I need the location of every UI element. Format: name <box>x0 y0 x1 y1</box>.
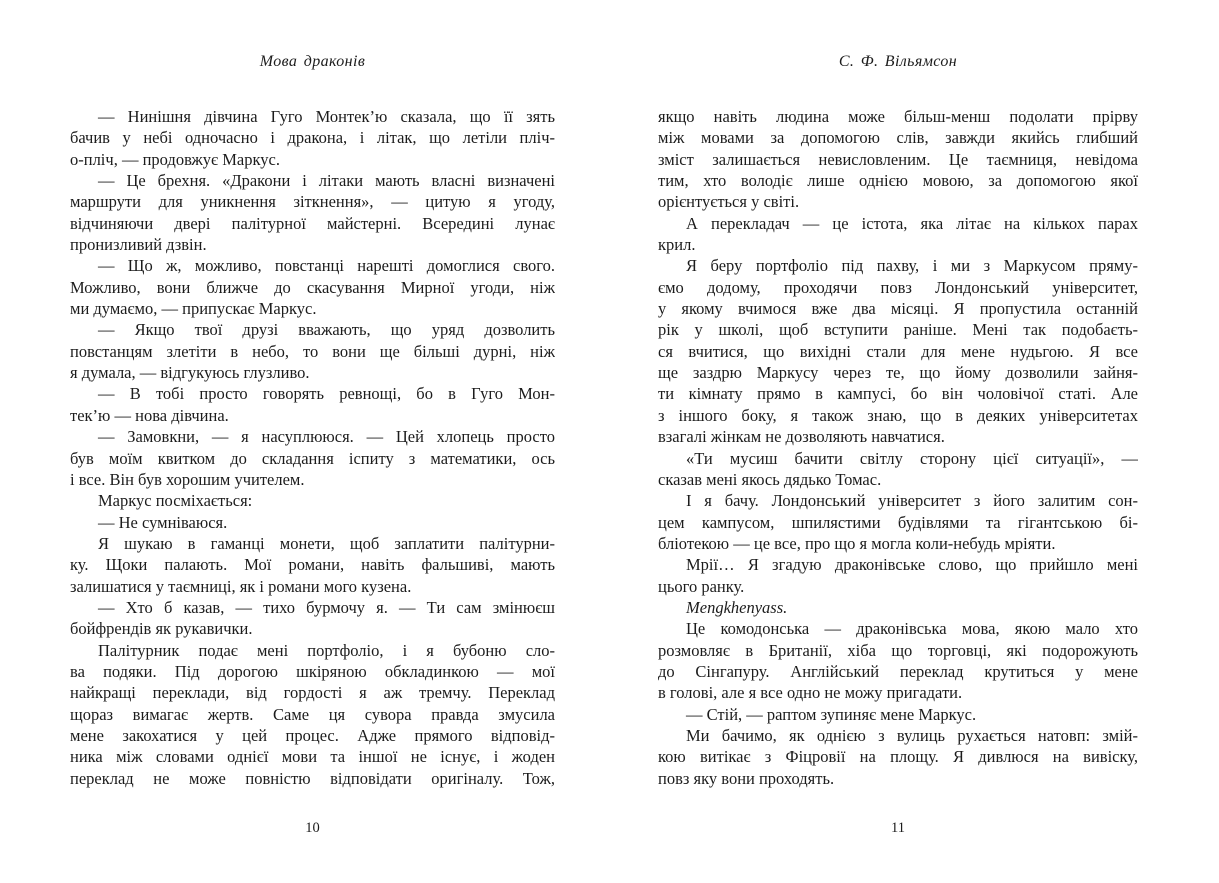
text-line: сказав мені якось дядько Томас. <box>658 469 882 489</box>
running-head-author: С. Ф. Вільямсон <box>838 53 958 70</box>
text-line: Я шукаю в гаманці монети, щоб заплатити палітурни- <box>98 533 555 553</box>
text-line: залишатися у таємниці, як і романи мого кузена. <box>70 576 412 596</box>
text-line: Мрії… Я згадую драконівське слово, що прийшло мені <box>686 555 1138 575</box>
text-line: о-пліч, — продовжує Маркус. <box>70 149 280 169</box>
text-line: тек’ю — нова дівчина. <box>70 405 229 425</box>
text-line: був моїм квитком до складання іспиту з математики, ось <box>70 448 555 468</box>
page-left <box>70 0 555 883</box>
text-line: Я беру портфоліо під пахву, і ми з Маркусом пряму- <box>686 256 1138 276</box>
text-line: мене закохатися у цей процес. Адже прямого відповід- <box>70 725 555 745</box>
text-line: відчиняючи двері палітурної майстерні. Всередині лунає <box>70 213 555 233</box>
text-line: А перекладач — це істота, яка літає на кількох парах <box>686 213 1138 233</box>
text-line: бліотекою — це все, про що я могла коли-небудь мріяти. <box>658 533 1056 553</box>
text-line: Mengkhenyass. <box>686 597 788 617</box>
text-line: бойфрендів як рукавички. <box>70 619 253 639</box>
text-line: у якому вчимося вже два місяці. Я пропустила останній <box>658 299 1138 319</box>
text-line: Ми бачимо, як однією з вулиць рухається натовп: змій- <box>686 725 1138 745</box>
text-line: — Якщо твої друзі вважають, що уряд дозволить <box>98 320 555 340</box>
text-line: тим, хто володіє лише однією мовою, за допомогою якої <box>658 171 1138 191</box>
text-line: бачив у небі одночасно і дракона, і літак, що летіли пліч- <box>70 128 555 148</box>
text-line: щораз вимагає жертв. Саме ця сувора правда змусила <box>70 704 555 724</box>
text-line: — Хто б казав, — тихо бурмочу я. — Ти сам змінюєш <box>98 597 555 617</box>
text-line: рік у школі, щоб вступити раніше. Мені так подобаєть- <box>658 320 1138 340</box>
text-line: — В тобі просто говорять ревнощі, бо в Гуго Мон- <box>98 384 555 404</box>
text-line: пронизливий дзвін. <box>70 235 207 255</box>
text-line: найкращі переклади, від гордості я аж тремчу. Переклад <box>70 683 555 703</box>
text-line: — Стій, — раптом зупиняє мене Маркус. <box>686 704 977 724</box>
text-line: — Це брехня. «Дракони і літаки мають власні визначені <box>98 171 555 191</box>
text-line: ку. Щоки палають. Мої романи, навіть фальшиві, мають <box>70 555 555 575</box>
text-line: переклад не може повністю відповідати оригіналу. Тож, <box>70 768 555 788</box>
page-right-body <box>658 106 1138 789</box>
text-line: цем кампусом, шпилястими будівлями та гігантською бі- <box>658 512 1138 532</box>
text-line: зміст залишається невисловленим. Це таємниця, невідома <box>658 149 1138 169</box>
page-left-body <box>70 106 555 789</box>
text-line: повз яку вони проходять. <box>658 768 835 788</box>
text-line: крил. <box>658 235 696 255</box>
text-line: і все. Він був хорошим учителем. <box>70 469 305 489</box>
text-line: ми думаємо, — припускає Маркус. <box>70 299 317 319</box>
text-line: кою витікає з Фіцровії на площу. Я дивлюся на вивіску, <box>658 747 1138 767</box>
text-line: ся вчитися, що вихідні стали для мене нудьгою. Я все <box>658 341 1138 361</box>
text-line: цього ранку. <box>658 576 745 596</box>
text-line: до Сінгапуру. Англійський переклад крутиться у мене <box>658 661 1138 681</box>
text-line: в голові, але я все одно не можу пригадати. <box>658 683 963 703</box>
text-line: повстанцям злетіти в небо, то вони ще більші дурні, ніж <box>70 341 555 361</box>
text-line: ва подяки. Під дорогою шкіряною обкладинкою — мої <box>70 661 555 681</box>
text-line: — Не сумніваюся. <box>98 512 228 532</box>
page-right <box>658 0 1138 883</box>
text-line: орієнтується у світі. <box>658 192 800 212</box>
page-number-left: 10 <box>305 820 320 836</box>
text-line: з іншого боку, я також знаю, що в деяких університетах <box>658 405 1138 425</box>
page-number-right: 11 <box>891 820 905 836</box>
text-line: я думала, — відгукуюсь глузливо. <box>70 363 310 383</box>
text-line: І я бачу. Лондонський університет з його залитим сон- <box>686 491 1138 511</box>
text-line: маршрути для уникнення зіткнення», — цитую я угоду, <box>70 192 555 212</box>
text-line: — Що ж, можливо, повстанці нарешті домоглися свого. <box>98 256 555 276</box>
text-line: Це комодонська — драконівська мова, якою мало хто <box>686 619 1138 639</box>
text-line: Можливо, вони ближче до скасування Мирної угоди, ніж <box>70 277 555 297</box>
text-line: ника між словами однієї мови та іншої не існує, і жоден <box>70 747 555 767</box>
text-line: «Ти мусиш бачити світлу сторону цієї ситуації», — <box>686 448 1138 468</box>
text-line: якщо навіть людина може більш-менш подолати прірву <box>658 107 1138 126</box>
text-line: ти кімнату прямо в кампусі, бо він чоловічої статі. Але <box>658 384 1138 404</box>
text-line: Палітурник подає мені портфоліо, і я бубоню сло- <box>98 640 555 660</box>
text-line: між мовами за допомогою слів, завжди якийсь глибший <box>658 128 1138 148</box>
text-line: ємо додому, проходячи повз Лондонський університет, <box>658 277 1138 297</box>
text-line: — Замовкни, — я насуплююся. — Цей хлопець просто <box>98 427 555 447</box>
text-line: ще заздрю Маркусу через те, що йому дозволили зайня- <box>658 363 1138 383</box>
text-line: — Нинішня дівчина Гуго Монтек’ю сказала, що її зять <box>98 107 555 126</box>
text-line: взагалі жінкам не дозволяють навчатися. <box>658 427 945 447</box>
text-line: Маркус посміхається: <box>98 491 253 511</box>
text-line: розмовляє в Британії, хіба що торговці, які подорожують <box>658 640 1138 660</box>
running-head-book-title: Мова драконів <box>259 53 366 70</box>
